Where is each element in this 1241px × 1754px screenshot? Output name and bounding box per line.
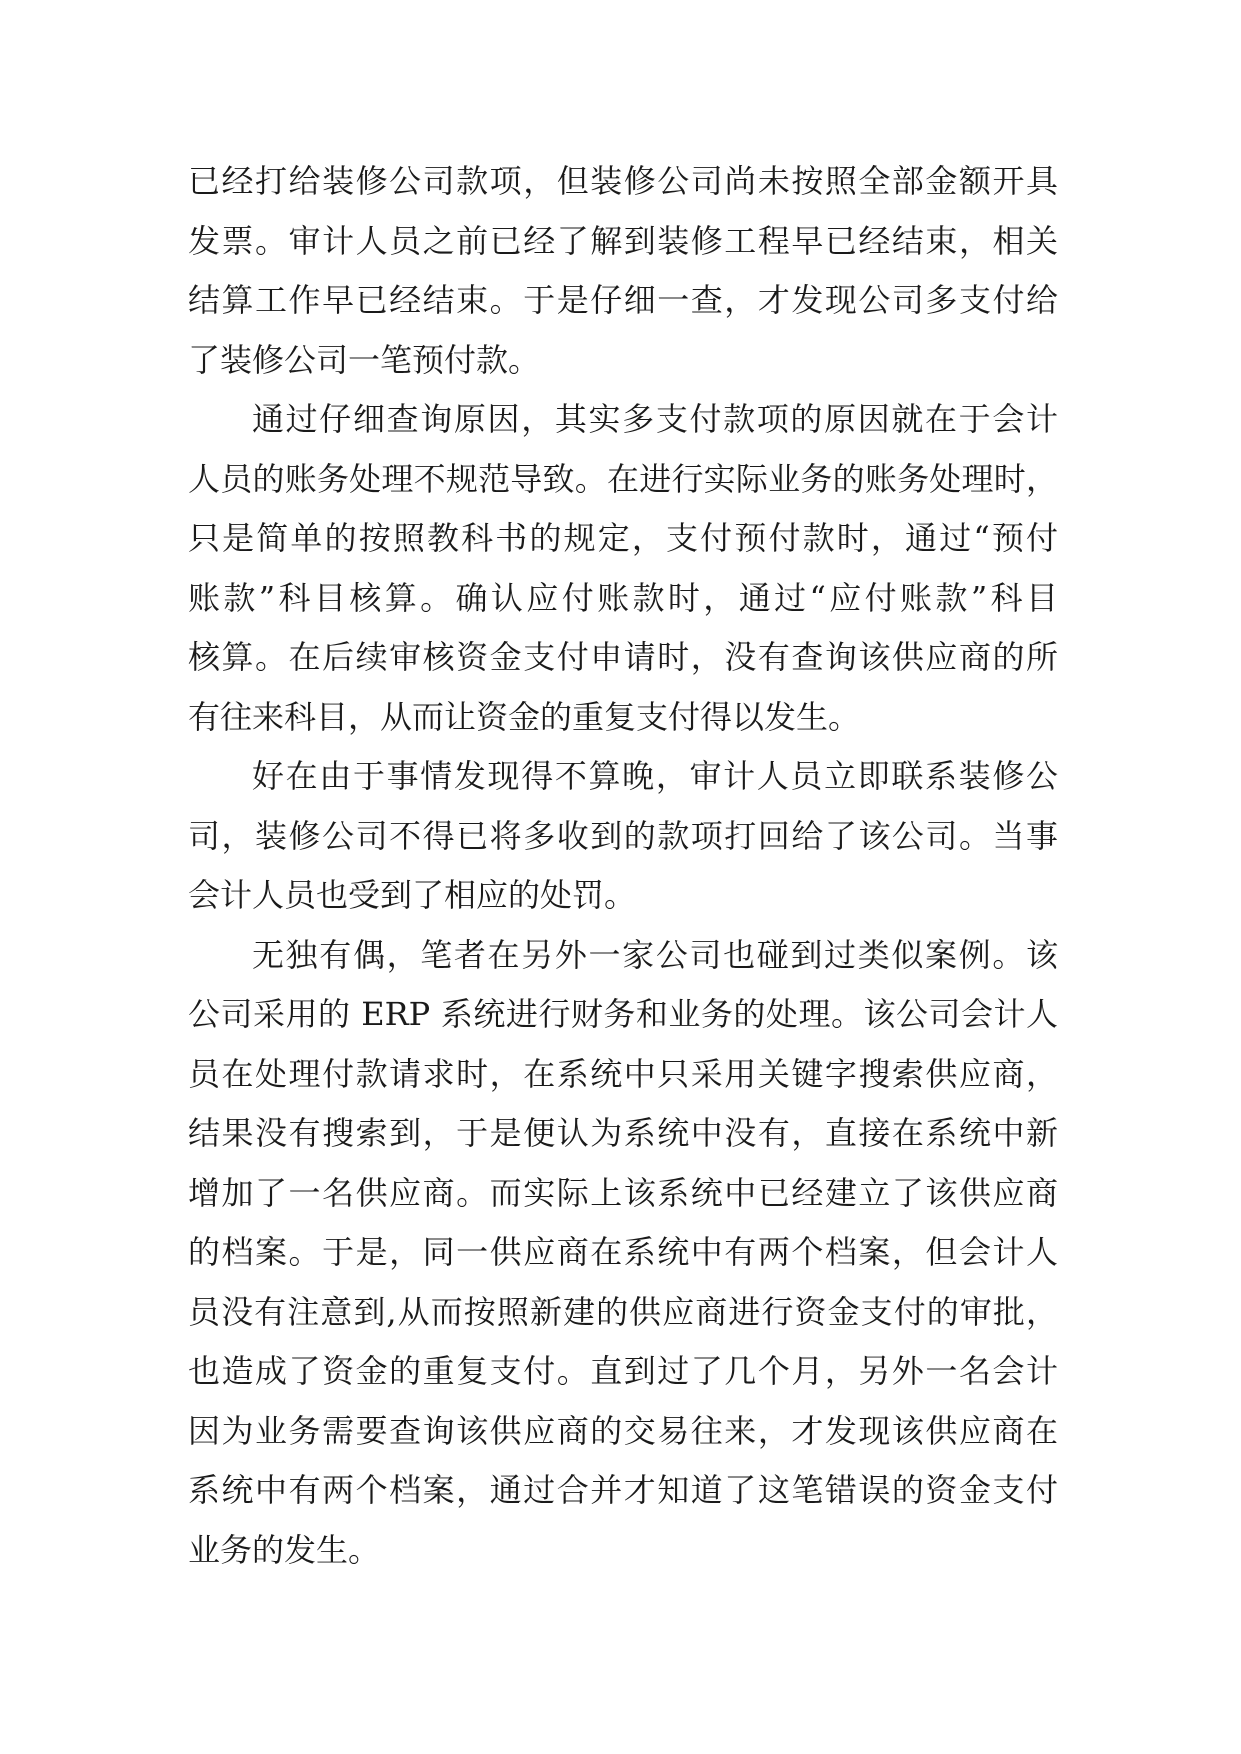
text-line: 通过仔细查询原因，其实多支付款项的原因就在于会计 (252, 400, 1058, 438)
text-line: 发票。审计人员之前已经了解到装修工程早已经结束，相关 (188, 221, 1058, 260)
text-line: 结算工作早已经结束。于是仔细一查，才发现公司多支付给 (188, 281, 1058, 319)
text-line: 公司采用的 ERP 系统进行财务和业务的处理。该公司会计人 (188, 995, 1058, 1033)
text-line: 系统中有两个档案，通过合并才知道了这笔错误的资金支付 (188, 1471, 1058, 1509)
text-line: 业务的发生。 (188, 1530, 381, 1569)
text-line: 有往来科目，从而让资金的重复支付得以发生。 (188, 697, 861, 736)
document-body (188, 152, 1058, 1580)
paragraph-1 (188, 152, 1058, 390)
text-line: 员没有注意到,从而按照新建的供应商进行资金支付的审批， (188, 1292, 1058, 1331)
text-line: 结果没有搜索到，于是便认为系统中没有，直接在系统中新 (188, 1114, 1058, 1152)
text-line: 会计人员也受到了相应的处罚。 (188, 876, 637, 914)
text-line: 好在由于事情发现得不算晚，审计人员立即联系装修公 (252, 757, 1058, 795)
text-line: 已经打给装修公司款项，但装修公司尚未按照全部金额开具 (188, 162, 1058, 200)
text-line: 的档案。于是，同一供应商在系统中有两个档案，但会计人 (188, 1233, 1058, 1271)
paragraph-2 (188, 390, 1058, 747)
text-line: 账款”科目核算。确认应付账款时，通过“应付账款”科目 (188, 578, 1058, 617)
text-line: 无独有偶，笔者在另外一家公司也碰到过类似案例。该 (252, 935, 1058, 974)
text-line: 因为业务需要查询该供应商的交易往来，才发现该供应商在 (188, 1411, 1058, 1450)
text-line: 人员的账务处理不规范导致。在进行实际业务的账务处理时， (188, 459, 1058, 498)
text-line: 核算。在后续审核资金支付申请时，没有查询该供应商的所 (188, 638, 1058, 676)
paragraph-4 (188, 926, 1058, 1581)
text-line: 司，装修公司不得已将多收到的款项打回给了该公司。当事 (188, 816, 1058, 855)
text-line: 增加了一名供应商。而实际上该系统中已经建立了该供应商 (188, 1173, 1058, 1212)
text-line: 只是简单的按照教科书的规定，支付预付款时，通过“预付 (188, 519, 1058, 557)
text-line: 员在处理付款请求时，在系统中只采用关键字搜索供应商， (188, 1054, 1058, 1093)
paragraph-3 (188, 747, 1058, 926)
text-line: 了装修公司一笔预付款。 (188, 340, 541, 379)
text-line: 也造成了资金的重复支付。直到过了几个月，另外一名会计 (188, 1352, 1058, 1390)
